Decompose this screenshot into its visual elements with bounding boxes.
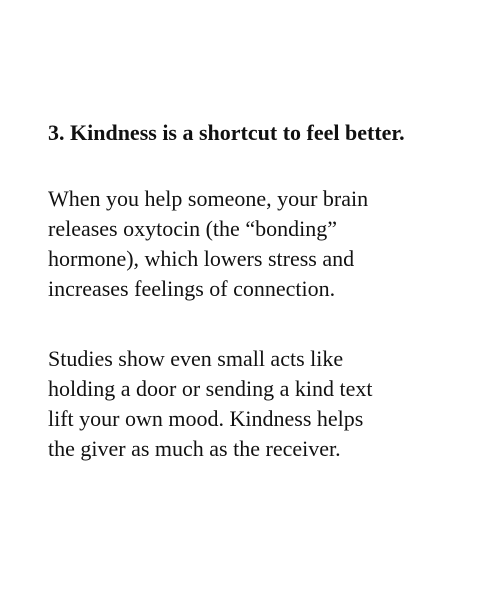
paragraph-line: lift your own mood. Kindness helps	[48, 406, 364, 431]
paragraph-studies	[48, 344, 468, 464]
paragraph-line: Studies show even small acts like	[48, 346, 344, 371]
paragraph-line: releases oxytocin (the “bonding”	[48, 216, 337, 241]
paragraph-line: the giver as much as the receiver.	[48, 436, 341, 461]
paragraph-line: When you help someone, your brain	[48, 186, 369, 211]
paragraph-line: holding a door or sending a kind text	[48, 376, 373, 401]
paragraph-line: increases feelings of connection.	[48, 276, 336, 301]
paragraph-line: hormone), which lowers stress and	[48, 246, 355, 271]
section-heading: 3. Kindness is a shortcut to feel better.	[48, 120, 405, 145]
paragraph-oxytocin	[48, 184, 468, 304]
